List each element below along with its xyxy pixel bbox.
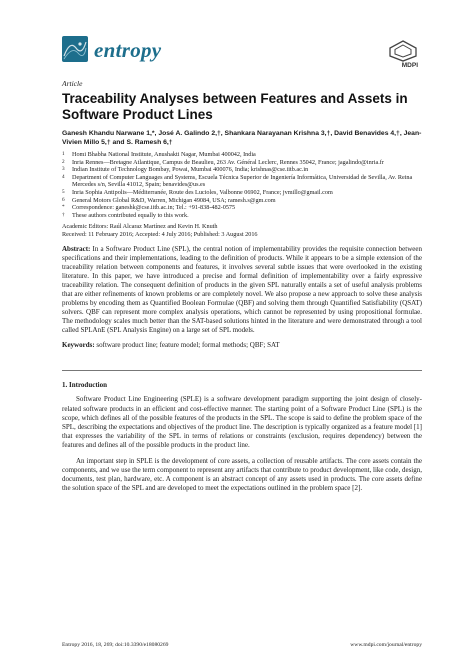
entropy-logo-icon	[62, 36, 88, 62]
affiliation-item: 3 Indian Institute of Technology Bombay, Powai, Mumbai 400076, India; krishnas@cse.iitb.ac.in	[62, 166, 309, 174]
publisher-name: MDPI	[401, 62, 418, 69]
equal-contribution-note: † These authors contributed equally to this work.	[62, 211, 189, 219]
journal-header	[62, 36, 422, 76]
abstract-text: In a Software Product Line (SPL), the central notion of implementability provides the requisite connection between specifications and their implementations, leading to the definition of products. While it appears to be a simple extension of the traceability relation between components and features, it involves several subtle issues that were overlooked in the existing literature. In this paper, we have introduced a precise and formal definition of implementability over a fairly expressive traceability relation. The consequent definition of products in the given SPL naturally entails a set of useful analysis problems that are either refinements of known problems or are completely novel. We also propose a new approach to solve these analysis problems by encoding them as Quantified Boolean Formulae (QBF) and solving them through Quantified Satisfiability (QSAT) solvers. QBF can represent more complex analysis operations, which cannot be represented by using propositional formulae. The methodology scales much better than the SAT-based solutions hinted in the literature and were demonstrated through a tool called SPLAnE (SPL Analysis Engine) on a large set of SPL models.	[62, 244, 423, 335]
paragraph: An important step in SPLE is the development of core assets, a collection of reusable artifacts. The core assets contain the components, and we use the term component to represent any artifacts that contribute to product development, like code, design, documents, test plan, hardware, etc. A component is an abstract concept of any assets used in products. The core assets define the solution space of the SPL and are developed to meet the expectations outlined in the problem space [2].	[62, 457, 423, 493]
journal-name: entropy	[94, 38, 162, 62]
mdpi-logo-icon	[388, 40, 418, 62]
affiliation-item: 1 Homi Bhabha National Institute, Anushakti Nagar, Mumbai 400042, India	[62, 151, 256, 158]
keywords	[62, 341, 422, 350]
affiliation-item: 2 Inria Rennes—Bretagne Atlantique, Campus de Beaulieu, 263 Av. Général Leclerc, Rennes 35042, France; jagalindo@inria.fr	[62, 158, 384, 166]
correspondence: * Correspondence: ganeshk@cse.iitb.ac.in; Tel.: +91-838-482-0575	[62, 204, 236, 212]
section-divider	[62, 370, 422, 371]
affiliation-item: 6 General Motors Global R&D, Warren, Michigan 49084, USA; ramesh.s@gm.com	[62, 196, 276, 204]
author-list: Ganesh Khandu Narwane 1,*, José A. Galindo 2,†, Shankara Narayanan Krishna 3,†, David Benavides 4,†, Jean-Vivien Millo 5,† and S. Ramesh 6,†	[62, 130, 422, 146]
article-type: Article	[62, 79, 83, 88]
paragraph: Software Product Line Engineering (SPLE) is a software development paradigm supporting the joint design of closely-related software products in an efficient and cost-effective manner. The starting point of a Software Product Line (SPL) is the scope, which defines all of the possible features of the products in the SPL. The scope is said to define the problem space of the SPL, describing the expectations and objectives of the product line. The description is typically organized as a feature model [1] that expresses the variability of the SPL in terms of relations or constraints (exclusion, requires dependency) between the features and defines all of the possible products in the product line.	[62, 395, 422, 449]
page-footer	[62, 642, 422, 648]
abstract-label: Abstract:	[62, 244, 91, 253]
academic-editors: Academic Editors: Raúl Alcaraz Martínez and Kevin H. Knuth	[62, 223, 218, 231]
journal-url[interactable]: www.mdpi.com/journal/entropy	[350, 642, 422, 648]
article-title: Traceability Analyses between Features and Assets in Software Product Lines	[62, 91, 408, 122]
affiliation-list	[62, 151, 422, 219]
abstract	[62, 245, 422, 336]
keywords-label: Keywords:	[62, 341, 95, 350]
affiliation-item: 4 Department of Computer Languages and Systems, Escuela Técnica Superior de Ingeniería Informática, Universidad de Sevilla, Av. Reina Mercedes s/n, Sevilla 41012, Spain; benavides@us.es	[62, 173, 413, 189]
section-heading: 1. Introduction	[62, 381, 107, 390]
citation-info: Entropy 2016, 18, 269; doi:10.3390/e18080269	[62, 642, 169, 648]
article-content	[62, 79, 422, 500]
affiliation-item: 5 Inria Sophia Antipolis—Méditerranée, Route des Lucioles, Valbonne 06902, France; jvmillo@gmail.com	[62, 188, 333, 196]
editorial-info	[62, 223, 422, 238]
publication-dates: Received: 11 February 2016; Accepted: 4 July 2016; Published: 3 August 2016	[62, 230, 258, 238]
keywords-text: software product line; feature model; formal methods; QBF; SAT	[96, 341, 280, 350]
